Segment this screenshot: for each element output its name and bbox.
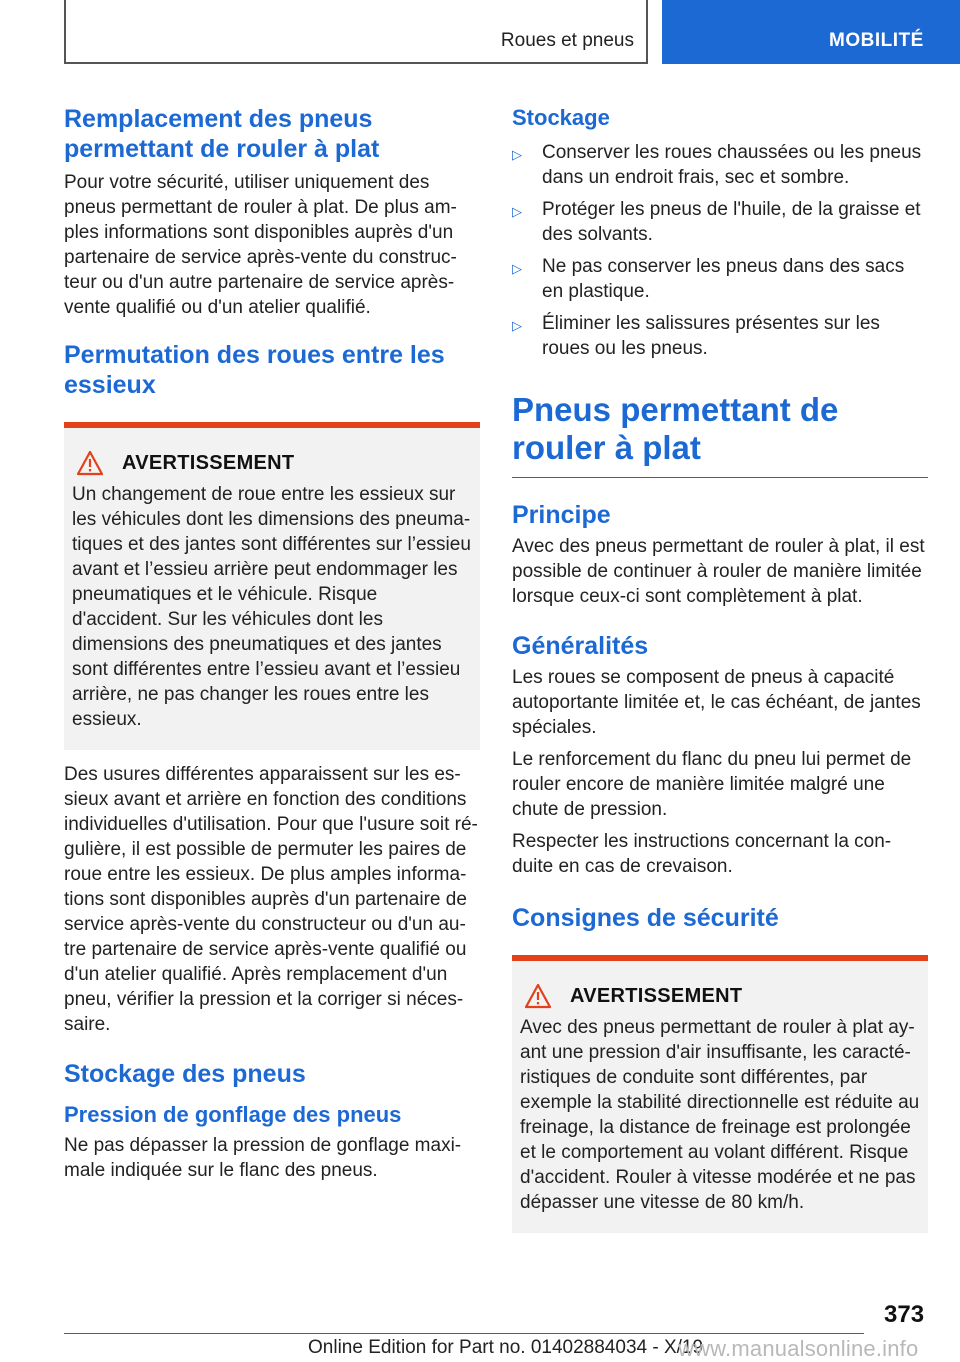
header-section-title: Roues et pneus	[500, 30, 634, 51]
left-column	[64, 100, 480, 1183]
para-generalites-1: Les roues se composent de pneus à capacité autoportante limitée et, le cas échéant, de jantes spéciales.	[512, 667, 921, 738]
heading-stockage-pneus: Stockage des pneus	[64, 1060, 306, 1088]
para-pression: Ne pas dépasser la pression de gonflage maxi-male indiquée sur le flanc des pneus.	[64, 1135, 462, 1181]
right-column	[512, 100, 928, 1233]
heading-permutation: Permutation des roues entre les essieux	[64, 341, 445, 399]
heading-stockage: Stockage	[512, 105, 610, 130]
storage-bullet-list	[512, 140, 928, 361]
triangle-right-icon: ▷	[512, 147, 522, 162]
triangle-right-icon: ▷	[512, 204, 522, 219]
warning-triangle-icon	[524, 983, 552, 1009]
heading-pression: Pression de gonflage des pneus	[64, 1102, 402, 1127]
list-item: ▷ Conserver les roues chaussées ou les pneus dans un endroit frais, sec et sombre.	[512, 142, 922, 188]
warning-box-permutation	[64, 422, 480, 750]
list-item: ▷ Éliminer les salissures présentes sur les roues ou les pneus.	[512, 313, 880, 359]
triangle-right-icon: ▷	[512, 261, 522, 276]
header-chapter-label: MOBILITÉ	[829, 30, 924, 51]
footer-rule	[64, 1333, 864, 1334]
warning-text: Avec des pneus permettant de rouler à plat ay-ant une pression d'air insuffisante, les caracté-ristiques de conduite sont différentes, par exemple la stabilité directionnelle est réduite au freinage, la distance de freinage est prolongée et le comportement au volant différent. Risque d'accident. Rouler à vitesse modérée et ne pas dépasser une vitesse de 80 km/h.	[520, 1017, 920, 1213]
para-generalites-3: Respecter les instructions concernant la con-duite en cas de crevaison.	[512, 831, 892, 877]
list-item: ▷ Ne pas conserver les pneus dans des sacs en plastique.	[512, 256, 905, 302]
warning-box-consignes	[512, 955, 928, 1233]
warning-text: Un changement de roue entre les essieux sur les véhicules dont les dimensions des pneuma-tiques et des jantes sont différentes sur l’essieu avant et l’essieu arrière peut endommager les pneumatiques et le véhicule. Risque d'accident. Sur les véhicules dont les dimensions des pneumatiques et des jantes sont différentes entre l’essieu avant et l’essieu arrière, ne pas changer les roues entre les essieux.	[72, 484, 471, 730]
warning-title: AVERTISSEMENT	[570, 984, 743, 1007]
list-item: ▷ Protéger les pneus de l'huile, de la graisse et des solvants.	[512, 199, 921, 245]
header-chapter-tab	[662, 0, 960, 64]
para-generalites-2: Le renforcement du flanc du pneu lui permet de rouler encore de manière limitée malgré une chute de pression.	[512, 749, 912, 820]
heading-replacement: Remplacement des pneus permettant de rouler à plat	[64, 105, 380, 163]
heading-principe: Principe	[512, 501, 611, 529]
para-principe: Avec des pneus permettant de rouler à plat, il est possible de continuer à rouler de manière limitée lorsque ceux-ci sont complètement à plat.	[512, 536, 925, 607]
footer-edition: Online Edition for Part no. 01402884034 - X/19	[308, 1337, 704, 1358]
warning-triangle-icon	[76, 450, 104, 476]
heading-consignes: Consignes de sécurité	[512, 904, 779, 932]
warning-title: AVERTISSEMENT	[122, 451, 295, 474]
heading-pneus-rouler-a-plat: Pneus permettant de rouler à plat	[512, 391, 839, 466]
triangle-right-icon: ▷	[512, 318, 522, 333]
watermark: www.manualsonline.info	[678, 1336, 919, 1361]
para-usure: Des usures différentes apparaissent sur les es-sieux avant et arrière en fonction des conditions individuelles d'utilisation. Pour que l'usure soit ré-gulière, il est possible de permuter les paires de roue entre les essieux. De plus amples informa-tions sont disponibles auprès d'un partenaire de service après-vente du constructeur ou d'un au-tre partenaire de service après-vente qualifié ou d'un atelier qualifié. Après remplacement d'un pneu, vérifier la pression et la corriger si néces-saire.	[64, 764, 478, 1035]
para-replacement: Pour votre sécurité, utiliser uniquement des pneus permettant de rouler à plat. De plus am-ples informations sont disponibles auprès d'un partenaire de service après-vente du construc-teur ou d'un autre partenaire de service après-vente qualifié ou d'un atelier qualifié.	[64, 172, 457, 318]
heading-generalites: Généralités	[512, 632, 649, 660]
heading-rule	[512, 477, 928, 478]
page-number: 373	[884, 1301, 925, 1328]
